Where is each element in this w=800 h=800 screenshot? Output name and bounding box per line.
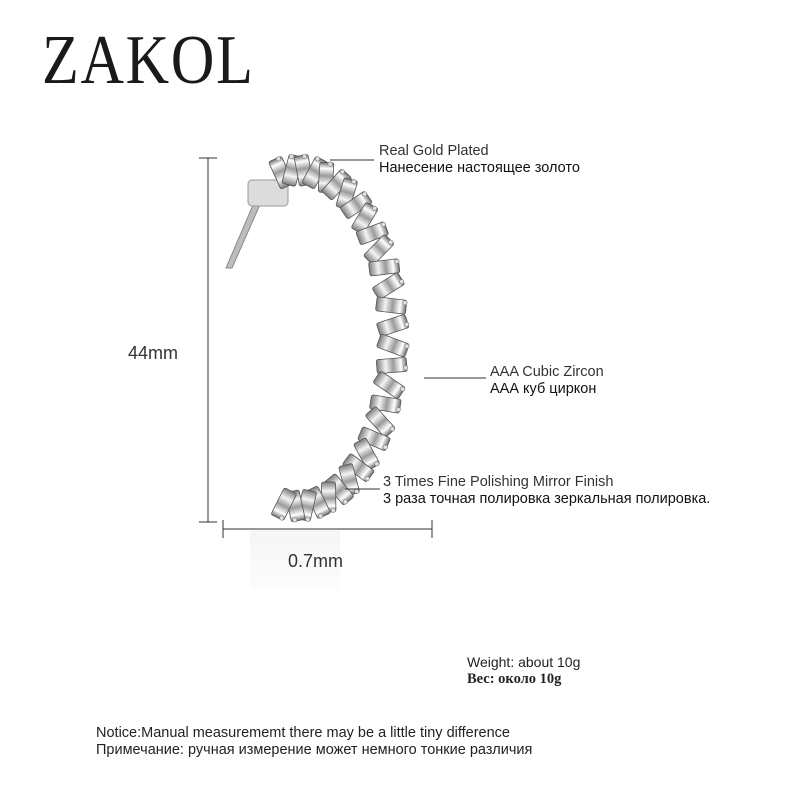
prong <box>404 322 408 326</box>
prong <box>328 162 332 166</box>
prong <box>331 508 335 512</box>
prong <box>372 206 376 210</box>
prong <box>289 154 293 158</box>
baguette-stone <box>376 334 409 358</box>
prong <box>381 222 385 226</box>
notice-en: Notice:Manual measurememt there may be a little tiny difference <box>96 725 510 741</box>
prong <box>362 192 366 196</box>
prong <box>403 366 407 370</box>
height-dimension <box>199 158 217 522</box>
gold-plated-callout <box>379 143 580 177</box>
prong <box>306 517 310 521</box>
prong <box>395 259 399 263</box>
height-label: 44mm <box>128 343 179 363</box>
prong <box>396 407 400 411</box>
prong <box>375 462 379 466</box>
notice-ru: Примечание: ручная измерение может немного тонкие различия <box>96 742 533 758</box>
prong <box>276 157 280 161</box>
polish-ru: 3 раза точная полировка зеркальная полировка. <box>383 491 711 507</box>
polish-en: 3 Times Fine Polishing Mirror Finish <box>383 474 614 490</box>
prong <box>318 514 322 518</box>
prong <box>399 280 403 284</box>
gold-plated-ru: Нанесение настоящее золото <box>379 160 580 176</box>
gold-plated-en: Real Gold Plated <box>379 143 489 159</box>
brand-logo: ZAKOL <box>42 22 255 99</box>
width-label: 0.7mm <box>288 551 344 571</box>
prong <box>390 427 394 431</box>
baguette-stone <box>376 314 409 337</box>
notice <box>96 725 532 759</box>
prong <box>389 240 393 244</box>
prong <box>400 387 404 391</box>
baguette-stone <box>373 371 406 399</box>
prong <box>293 518 297 522</box>
prong <box>383 445 387 449</box>
prong <box>302 154 306 158</box>
prong <box>365 476 369 480</box>
weight-info <box>467 654 580 688</box>
weight-ru: Вес: около 10g <box>467 671 562 687</box>
baguette-stone <box>372 272 405 300</box>
cubic-zircon-ru: ААА куб циркон <box>490 381 597 397</box>
baguette-stone <box>375 297 406 314</box>
prong <box>340 170 344 174</box>
prong <box>280 516 284 520</box>
polish-callout <box>383 474 710 508</box>
cubic-zircon-en: AAA Cubic Zircon <box>490 364 604 380</box>
prong <box>343 500 347 504</box>
prong <box>403 301 407 305</box>
earring-stones <box>269 154 410 522</box>
prong <box>315 157 319 161</box>
prong <box>405 344 409 348</box>
prong <box>352 180 356 184</box>
cubic-zircon-callout <box>490 364 604 398</box>
prong <box>355 489 359 493</box>
weight-en: Weight: about 10g <box>467 654 581 670</box>
